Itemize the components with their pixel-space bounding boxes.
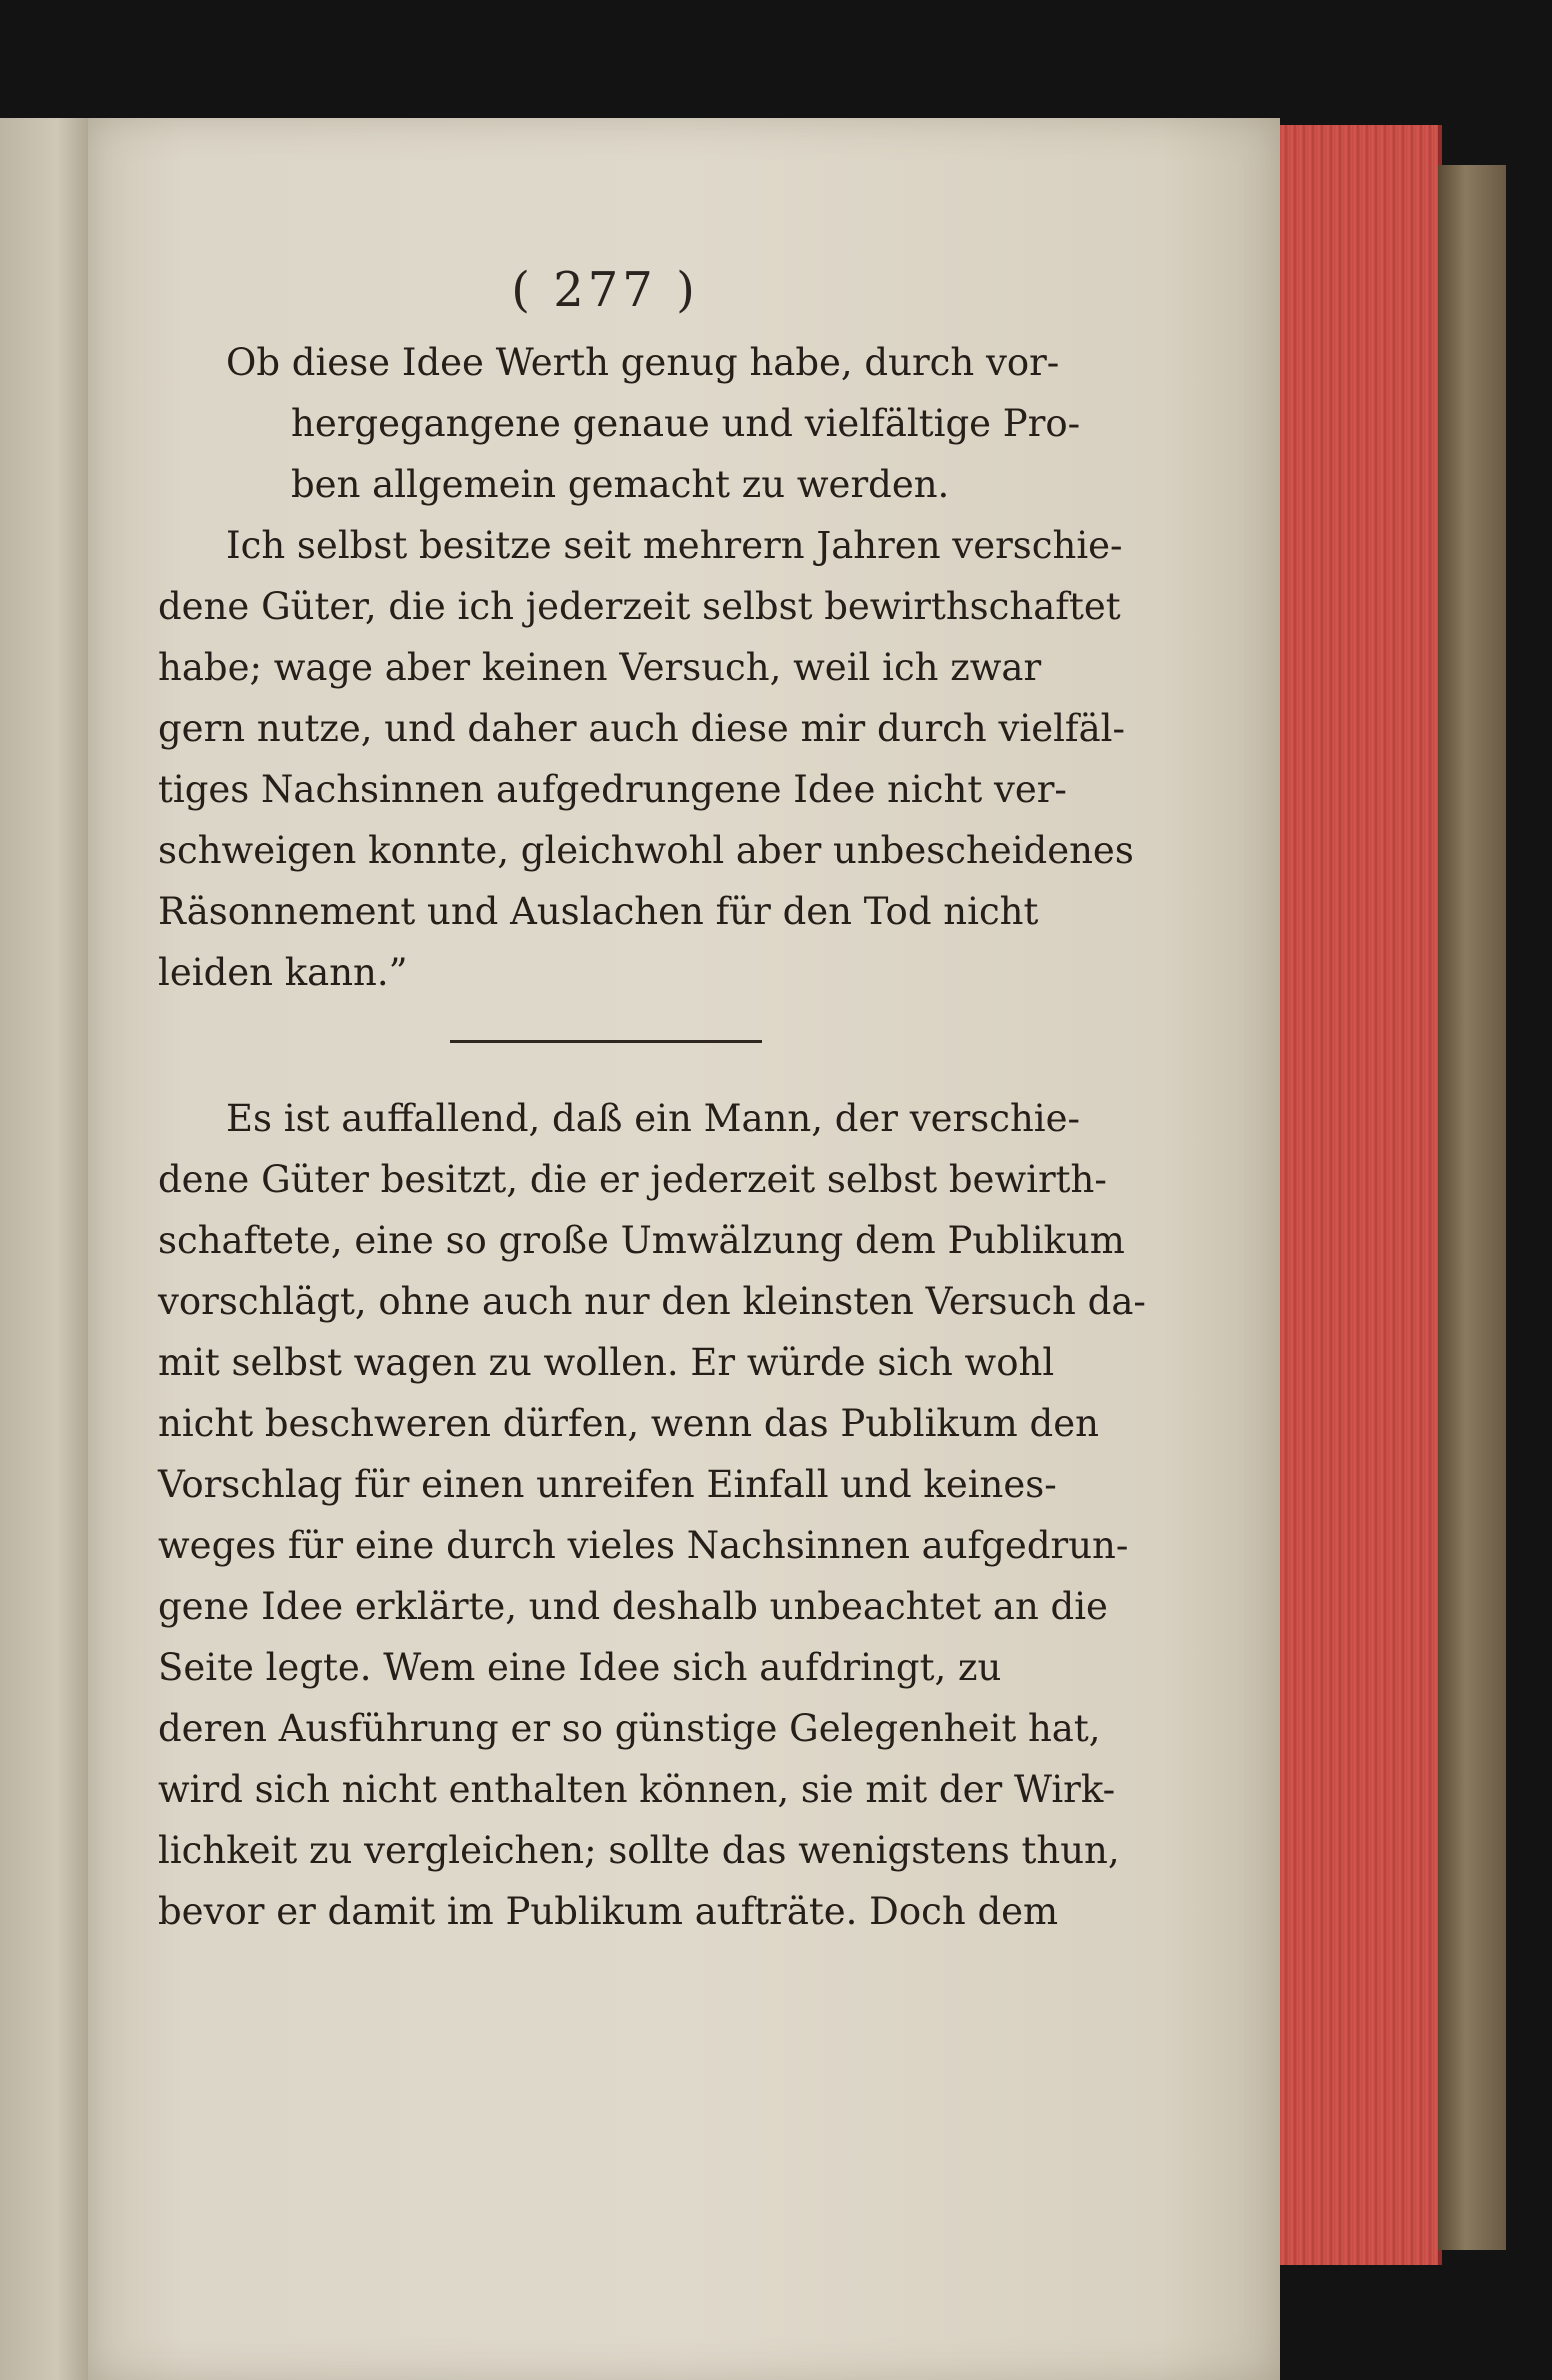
p2-line-5: tiges Nachsinnen aufgedrungene Idee nicht ver- (158, 768, 1067, 811)
p2-line-3: habe; wage aber keinen Versuch, weil ich zwar (158, 646, 1042, 689)
p3-line-11: deren Ausführung er so günstige Gelegenheit hat, (158, 1707, 1101, 1750)
p2-line-7: Räsonnement und Auslachen für den Tod nicht (158, 890, 1039, 933)
left-page-edge (0, 118, 95, 2380)
p3-line-9: gene Idee erklärte, und deshalb unbeachtet an die (158, 1585, 1108, 1628)
text-block-bottom (158, 1088, 1146, 1942)
p1-line-2: hergegangene genaue und vielfältige Pro- (291, 402, 1081, 445)
p3-line-3: schaftete, eine so große Umwälzung dem Publikum (158, 1219, 1125, 1262)
p1-line-3: ben allgemein gemacht zu werden. (291, 463, 950, 506)
cover-edge (1438, 165, 1506, 2250)
text-block-top (158, 332, 1134, 1003)
red-page-edges (1280, 125, 1442, 2265)
p3-line-6: nicht beschweren dürfen, wenn das Publikum den (158, 1402, 1099, 1445)
p3-line-14: bevor er damit im Publikum aufträte. Doch dem (158, 1890, 1059, 1933)
p1-line-1: Ob diese Idee Werth genug habe, durch vor- (226, 341, 1060, 384)
p2-line-2: dene Güter, die ich jederzeit selbst bewirthschaftet (158, 585, 1121, 628)
p2-line-1: Ich selbst besitze seit mehrern Jahren verschie- (226, 524, 1123, 567)
p3-line-7: Vorschlag für einen unreifen Einfall und keines- (158, 1463, 1057, 1506)
p3-line-13: lichkeit zu vergleichen; sollte das wenigstens thun, (158, 1829, 1120, 1872)
section-divider (450, 1040, 762, 1043)
p3-line-10: Seite legte. Wem eine Idee sich aufdringt, zu (158, 1646, 1002, 1689)
p2-line-6: schweigen konnte, gleichwohl aber unbescheidenes (158, 829, 1134, 872)
p3-line-12: wird sich nicht enthalten können, sie mit der Wirk- (158, 1768, 1116, 1811)
p3-line-1: Es ist auffallend, daß ein Mann, der verschie- (226, 1097, 1080, 1140)
page-number: ( 277 ) (511, 262, 699, 318)
p2-line-4: gern nutze, und daher auch diese mir durch vielfäl- (158, 707, 1126, 750)
p2-line-8: leiden kann.” (158, 951, 408, 994)
p3-line-5: mit selbst wagen zu wollen. Er würde sich wohl (158, 1341, 1055, 1384)
p3-line-8: weges für eine durch vieles Nachsinnen aufgedrun- (158, 1524, 1129, 1567)
p3-line-2: dene Güter besitzt, die er jederzeit selbst bewirth- (158, 1158, 1107, 1201)
p3-line-4: vorschlägt, ohne auch nur den kleinsten Versuch da- (158, 1280, 1146, 1323)
